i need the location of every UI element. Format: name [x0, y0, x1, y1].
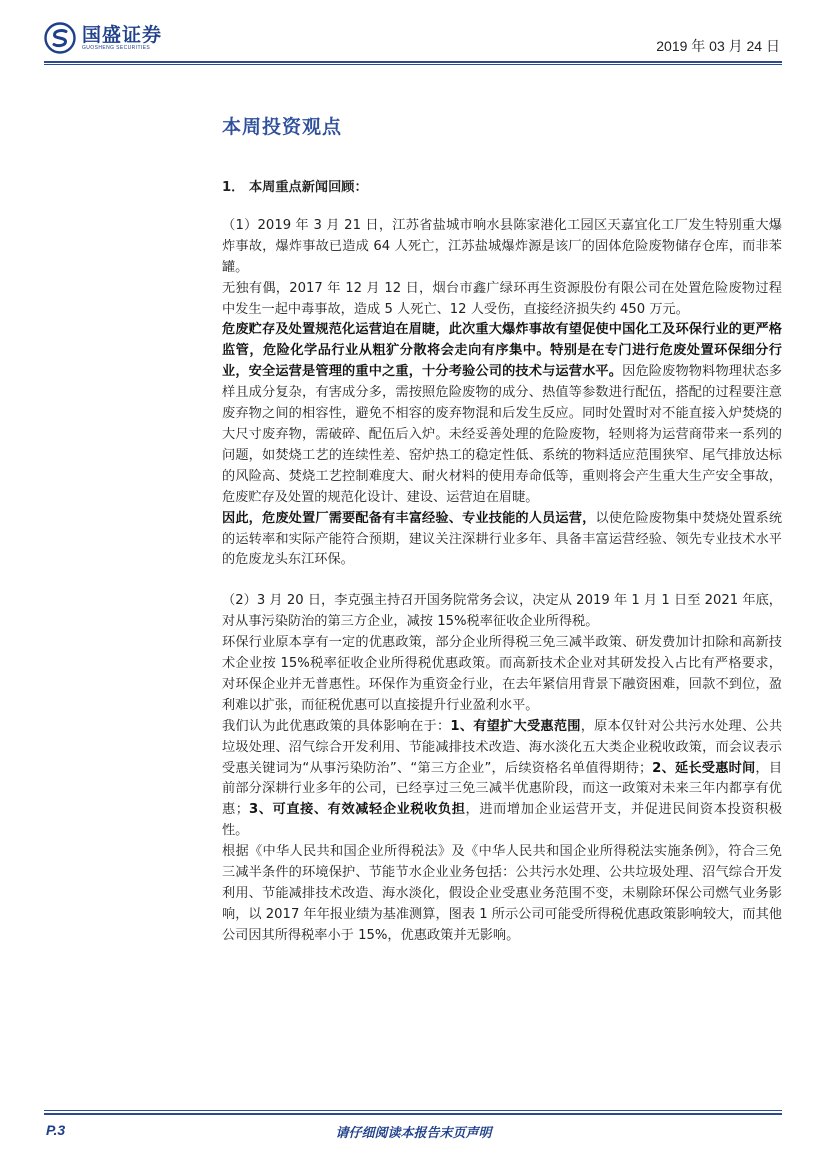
- logo-english-name: GUOSHENG SECURITIES: [82, 44, 151, 51]
- header-divider: [44, 61, 782, 63]
- paragraph-text: 我们认为此优惠政策的具体影响在于：: [222, 718, 451, 734]
- key-point-bold: 危废贮存及处置规范化运营迫在眉睫，此次重大爆炸事故有望促使中国化工及环保行业的更严格监管，危险化学品行业从粗犷分散将会走向有序集中。特别是在专门进行危废处置环保细分行业，安全运营是管理的重中之重，十分考验公司的技术与运营水平。: [222, 322, 782, 380]
- report-date: 2019 年 03 月 24 日: [656, 38, 780, 54]
- footer-disclaimer: 请仔细阅读本报告末页声明: [335, 1126, 492, 1141]
- footer-divider-thin: [44, 1110, 782, 1111]
- footer-divider: [44, 1113, 782, 1115]
- news-paragraph-1: （1）2019 年 3 月 21 日，江苏省盐城市响水县陈家港化工园区天嘉宜化工厂发生特别重大爆炸事故，爆炸事故已造成 64 人死亡，江苏盐城爆炸源是该厂的固体危险废物储存仓库，而非苯罐。: [222, 217, 782, 275]
- news-paragraph-5: （2）3 月 20 日，李克强主持召开国务院常务会议，决定从 2019 年 1 月 1 日至 2021 年底，对从事污染防治的第三方企业，减按 15%税率征收企业所得税。: [222, 593, 782, 630]
- paragraph-text: 因危险废物物料物理状态多样且成分复杂，有害成分多，需按照危险废物的成分、热值等参数进行配伍，搭配的过程要注意废弃物之间的相容性，避免不相容的废弃物混和后发生反应。同时处置时对不能直接入炉焚烧的大尺寸废弃物，需破碎、配伍后入炉。未经妥善处理的危险废物，轻则将为运营商带来一系列的问题，如焚烧工艺的连续性差、窑炉热工的稳定性低、系统的物料适应范围狭窄、尾气排放达标的风险高、焚烧工艺控制难度大、耐火材料的使用寿命低等，重则将会产生重大生产安全事故，危废贮存及处置的规范化设计、建设、运营迫在眉睫。: [222, 364, 783, 505]
- paragraph-text: ，目前部分深耕行业多年的公司，已经享过三免三减半优惠阶段，而这一政策对未来三年内都享有优惠；: [222, 760, 783, 818]
- news-paragraph-2: 无独有偶，2017 年 12 月 12 日，烟台市鑫广绿环再生资源股份有限公司在处置危险废物过程中发生一起中毒事故，造成 5 人死亡、12 人受伤，直接经济损失约 450 万元。: [222, 280, 782, 317]
- section-title: 本周投资观点: [222, 116, 343, 138]
- news-paragraph-4: [222, 509, 782, 572]
- key-point-bold: 因此，危废处置厂需要配备有丰富经验、专业技能的人员运营，: [222, 510, 596, 526]
- news-review-heading: 1． 本周重点新闻回顾：: [222, 180, 368, 195]
- news-paragraph-7: [222, 717, 782, 842]
- logo-chinese-name: 国盛证券: [82, 23, 163, 46]
- news-paragraph-8: 根据《中华人民共和国企业所得税法》及《中华人民共和国企业所得税法实施条例》，符合三免三减半条件的环境保护、节能节水企业业务包括：公共污水处理、公共垃圾处理、沼气综合开发利用、节能减排技术改造、海水淡化，假设企业受惠业务范围不变，未剔除环保公司燃气业务影响，以 2017 年年报业绩为基准测算，图表 1 所示公司可能受所得税优惠政策影响较大，而其他公司因其所得税率小于 15%，优惠政策并无影响。: [222, 844, 782, 943]
- company-logo: [44, 22, 162, 54]
- page-header: [0, 0, 827, 60]
- news-paragraph-6: 环保行业原本享有一定的优惠政策，部分企业所得税三免三减半政策、研发费加计扣除和高新技术企业按 15%税率征收企业所得税优惠政策。而高新技术企业对其研发投入占比有严格要求，对环保企业并无普惠性。环保作为重资金行业，在去年紧信用背景下融资困难，回款不到位，盈利难以扩张，而征税优惠可以直接提升行业盈利水平。: [222, 635, 782, 713]
- key-point-bold: 1、有望扩大受惠范围: [450, 718, 581, 734]
- guosheng-logo-icon: [44, 22, 76, 54]
- key-point-bold: 2、延长受惠时间: [652, 760, 756, 776]
- header-divider-thin: [44, 64, 782, 65]
- paragraph-text: ，进而增加企业运营开支，并促进民间资本投资积极性。: [222, 802, 783, 839]
- paragraph-text: 以使危险废物集中焚烧处置系统的运转率和实际产能符合预期，建议关注深耕行业多年、具备丰富运营经验、领先专业技术水平的危废龙头东江环保。: [222, 510, 783, 568]
- spacer: [222, 571, 782, 591]
- key-point-bold: 3、可直接、有效减轻企业税收负担: [248, 802, 466, 818]
- page-number: P.3: [46, 1122, 66, 1138]
- paragraph-text: ，原本仅针对公共污水处理、公共垃圾处理、沼气综合开发利用、节能减排技术改造、海水淡化五大类企业税收政策，而会议表示受惠关键词为“从事污染防治”、“第三方企业”，后续资格名单值得期待；: [222, 718, 783, 776]
- news-paragraph-3: [222, 320, 782, 508]
- report-body: [222, 178, 782, 947]
